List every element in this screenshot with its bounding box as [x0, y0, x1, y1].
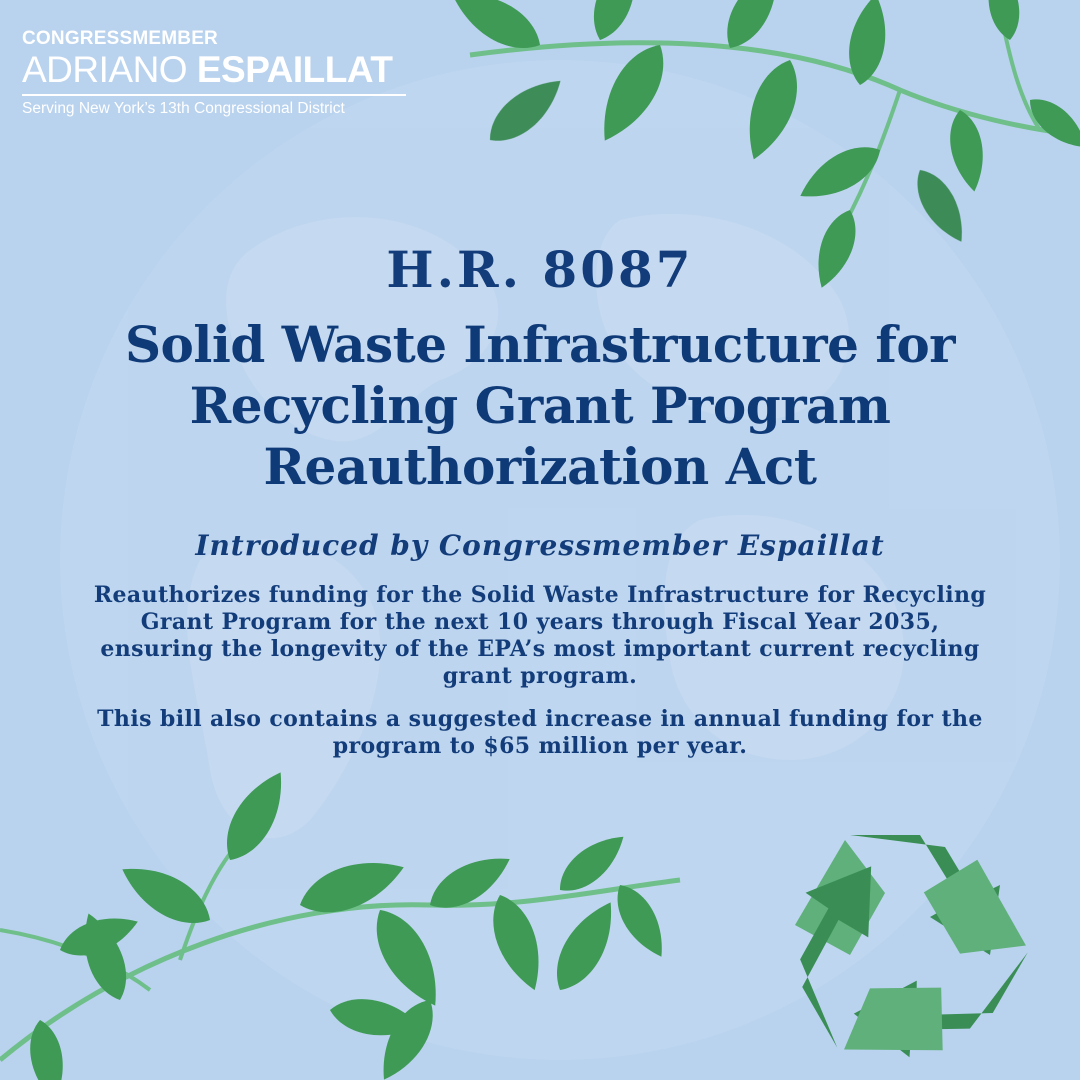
logo-first-name: ADRIANO: [22, 49, 188, 90]
bill-title: [60, 314, 1020, 497]
logo-title-small: CONGRESSMEMBER: [22, 28, 218, 49]
bill-number: H.R. 8087: [386, 240, 694, 299]
bill-sponsor: Introduced by Congressmember Espaillat: [195, 529, 885, 562]
congressmember-logo: [22, 28, 406, 120]
bill-funding-note: This bill also contains a suggested increase in annual funding for the program to $65 million per year.: [97, 706, 983, 759]
bill-title-line: Solid Waste Infrastructure for: [124, 315, 956, 374]
bill-description: Reauthorizes funding for the Solid Waste Infrastructure for Recycling Grant Program for the next 10 years through Fiscal Year 2035, ensuring the longevity of the EPA’s most important current recycling grant program.: [93, 582, 987, 689]
logo-divider: [22, 94, 406, 96]
bill-title-line: Reauthorization Act: [263, 437, 817, 496]
logo-name: [22, 50, 406, 90]
logo-last-name: ESPAILLAT: [196, 49, 393, 90]
logo-district: Serving New York’s 13th Congressional District: [22, 100, 345, 117]
bill-title-line: Recycling Grant Program: [189, 376, 891, 435]
bill-announcement: [60, 240, 1020, 760]
